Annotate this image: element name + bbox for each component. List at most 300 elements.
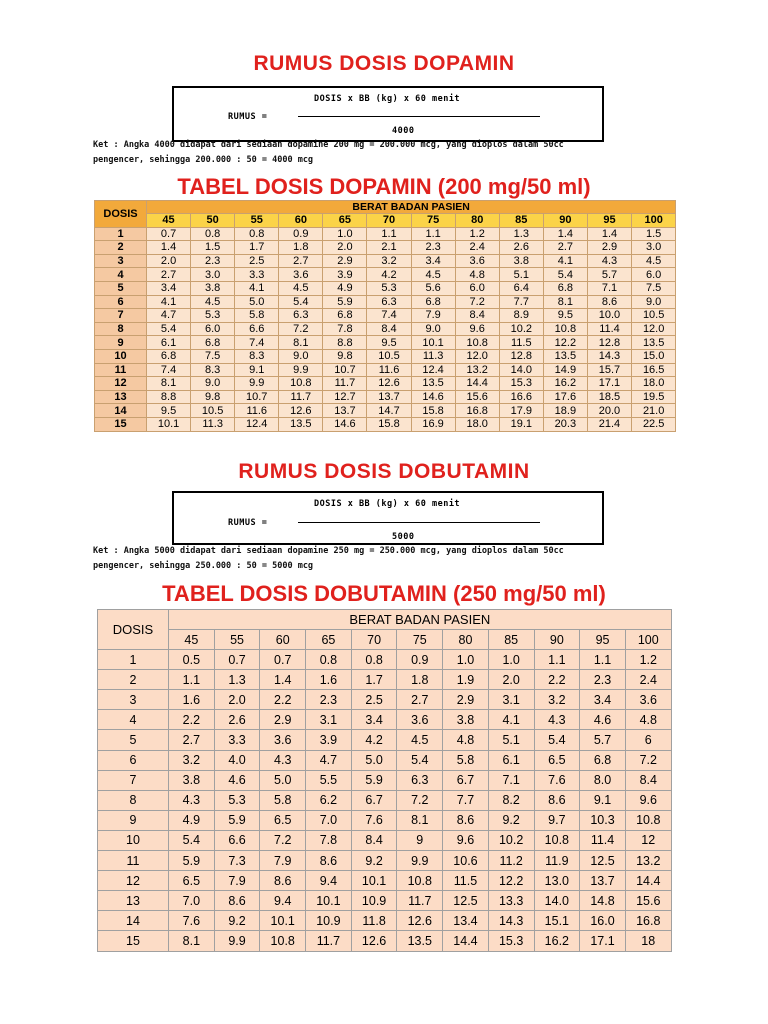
table-cell: 14.4 xyxy=(625,871,671,891)
table-cell: 4.9 xyxy=(169,810,215,830)
table-cell: 4.2 xyxy=(351,730,397,750)
table-cell: 1.1 xyxy=(534,650,580,670)
table-cell: 9.8 xyxy=(323,349,367,363)
table-cell: 3.1 xyxy=(488,690,534,710)
table-cell: 0.8 xyxy=(351,650,397,670)
table-cell: 7.2 xyxy=(455,295,499,309)
table-row xyxy=(98,750,672,770)
table-cell: 16.9 xyxy=(411,417,455,431)
table-row xyxy=(95,227,676,241)
table-cell: 0.8 xyxy=(191,227,235,241)
table-cell: 18 xyxy=(625,931,671,951)
table-cell: 5.0 xyxy=(235,295,279,309)
table-cell: 7.5 xyxy=(191,349,235,363)
table-cell: 2.9 xyxy=(587,241,631,255)
table-cell: 9.2 xyxy=(351,851,397,871)
table-cell: 8.3 xyxy=(191,363,235,377)
table-cell: 15.3 xyxy=(488,931,534,951)
table-cell: 4.5 xyxy=(191,295,235,309)
table-cell: 9.8 xyxy=(191,390,235,404)
table-cell: 7.0 xyxy=(306,810,352,830)
table-cell: 12.2 xyxy=(488,871,534,891)
table-cell: 7.1 xyxy=(587,281,631,295)
table-cell: 4.6 xyxy=(580,710,626,730)
dose-label: 10 xyxy=(98,830,169,850)
table-cell: 5.8 xyxy=(235,309,279,323)
table-cell: 16.8 xyxy=(455,404,499,418)
dobutamin-weight-header: 65 xyxy=(306,630,352,650)
table-cell: 6.8 xyxy=(147,349,191,363)
table-cell: 8.1 xyxy=(169,931,215,951)
table-cell: 9.6 xyxy=(455,322,499,336)
table-cell: 1.3 xyxy=(214,670,260,690)
table-cell: 11.4 xyxy=(580,830,626,850)
table-cell: 2.7 xyxy=(147,268,191,282)
table-cell: 2.3 xyxy=(580,670,626,690)
table-cell: 17.1 xyxy=(580,931,626,951)
table-cell: 19.5 xyxy=(632,390,676,404)
table-cell: 2.6 xyxy=(214,710,260,730)
table-cell: 2.2 xyxy=(534,670,580,690)
table-cell: 1.1 xyxy=(411,227,455,241)
table-cell: 5.4 xyxy=(534,730,580,750)
table-cell: 10.1 xyxy=(411,336,455,350)
table-cell: 1.9 xyxy=(443,670,489,690)
dose-label: 12 xyxy=(95,377,147,391)
table-cell: 7.7 xyxy=(499,295,543,309)
table-cell: 8.1 xyxy=(279,336,323,350)
table-cell: 8.0 xyxy=(580,770,626,790)
table-cell: 18.5 xyxy=(587,390,631,404)
table-cell: 10.3 xyxy=(580,810,626,830)
table-cell: 13.2 xyxy=(625,851,671,871)
table-cell: 12.6 xyxy=(279,404,323,418)
table-row xyxy=(98,891,672,911)
dobutamin-formula-title: RUMUS DOSIS DOBUTAMIN xyxy=(238,460,530,483)
table-cell: 14.7 xyxy=(367,404,411,418)
dose-label: 3 xyxy=(95,254,147,268)
table-cell: 2.6 xyxy=(499,241,543,255)
table-cell: 6.8 xyxy=(580,750,626,770)
dopamin-dose-table xyxy=(94,200,676,432)
table-cell: 11.6 xyxy=(235,404,279,418)
dobutamin-formula-box xyxy=(172,491,604,545)
dose-label: 12 xyxy=(98,871,169,891)
table-cell: 5.4 xyxy=(169,830,215,850)
table-cell: 1.4 xyxy=(587,227,631,241)
table-cell: 3.4 xyxy=(147,281,191,295)
table-cell: 18.0 xyxy=(455,417,499,431)
table-cell: 17.6 xyxy=(543,390,587,404)
table-cell: 8.4 xyxy=(351,830,397,850)
table-cell: 8.1 xyxy=(543,295,587,309)
table-cell: 10.6 xyxy=(443,851,489,871)
table-cell: 7.4 xyxy=(147,363,191,377)
table-cell: 11.3 xyxy=(411,349,455,363)
table-cell: 8.6 xyxy=(443,810,489,830)
table-cell: 2.7 xyxy=(169,730,215,750)
table-cell: 2.3 xyxy=(411,241,455,255)
table-cell: 2.0 xyxy=(323,241,367,255)
table-cell: 3.9 xyxy=(306,730,352,750)
dopamin-formula-label: RUMUS = xyxy=(228,112,268,122)
table-cell: 6.8 xyxy=(543,281,587,295)
dose-label: 1 xyxy=(95,227,147,241)
table-cell: 4.8 xyxy=(625,710,671,730)
dose-label: 13 xyxy=(95,390,147,404)
table-cell: 21.0 xyxy=(632,404,676,418)
dopamin-fraction-line xyxy=(298,116,540,117)
table-cell: 10.7 xyxy=(323,363,367,377)
table-cell: 9.0 xyxy=(279,349,323,363)
table-row xyxy=(95,349,676,363)
table-cell: 12.4 xyxy=(235,417,279,431)
table-cell: 18.0 xyxy=(632,377,676,391)
table-cell: 3.3 xyxy=(214,730,260,750)
dopamin-weight-header: 70 xyxy=(367,214,411,228)
table-cell: 6.5 xyxy=(260,810,306,830)
table-cell: 9.5 xyxy=(543,309,587,323)
table-cell: 6.1 xyxy=(147,336,191,350)
table-cell: 14.3 xyxy=(587,349,631,363)
table-cell: 12.7 xyxy=(323,390,367,404)
table-cell: 15.0 xyxy=(632,349,676,363)
table-cell: 4.8 xyxy=(443,730,489,750)
table-cell: 9.5 xyxy=(367,336,411,350)
table-cell: 3.8 xyxy=(169,770,215,790)
table-row xyxy=(98,871,672,891)
table-cell: 6.8 xyxy=(191,336,235,350)
table-cell: 10.8 xyxy=(455,336,499,350)
table-cell: 6.2 xyxy=(306,790,352,810)
dobutamin-note xyxy=(93,544,693,574)
table-cell: 13.7 xyxy=(580,871,626,891)
table-cell: 2.3 xyxy=(306,690,352,710)
table-cell: 1.0 xyxy=(443,650,489,670)
table-cell: 5.9 xyxy=(351,770,397,790)
table-cell: 11.7 xyxy=(323,377,367,391)
table-cell: 3.2 xyxy=(367,254,411,268)
table-cell: 11.3 xyxy=(191,417,235,431)
table-row xyxy=(95,281,676,295)
table-cell: 5.6 xyxy=(411,281,455,295)
dobutamin-weight-header: 55 xyxy=(214,630,260,650)
table-cell: 9.0 xyxy=(632,295,676,309)
dose-label: 9 xyxy=(95,336,147,350)
table-cell: 10.8 xyxy=(625,810,671,830)
dobutamin-weight-header: 80 xyxy=(443,630,489,650)
table-cell: 4.9 xyxy=(323,281,367,295)
table-row xyxy=(98,790,672,810)
table-cell: 12.2 xyxy=(543,336,587,350)
table-cell: 16.6 xyxy=(499,390,543,404)
table-cell: 7.6 xyxy=(534,770,580,790)
dopamin-weight-header: 45 xyxy=(147,214,191,228)
dobutamin-weight-header: 85 xyxy=(488,630,534,650)
table-cell: 9.0 xyxy=(411,322,455,336)
table-cell: 3.4 xyxy=(411,254,455,268)
table-cell: 2.5 xyxy=(351,690,397,710)
table-cell: 10.0 xyxy=(587,309,631,323)
table-cell: 14.0 xyxy=(499,363,543,377)
dobutamin-weight-header-row xyxy=(98,630,672,650)
table-cell: 11.6 xyxy=(367,363,411,377)
table-cell: 3.0 xyxy=(191,268,235,282)
table-cell: 5.4 xyxy=(279,295,323,309)
table-cell: 14.3 xyxy=(488,911,534,931)
dose-label: 8 xyxy=(95,322,147,336)
dose-label: 13 xyxy=(98,891,169,911)
table-cell: 0.7 xyxy=(147,227,191,241)
table-row xyxy=(95,295,676,309)
dobutamin-weight-header: 100 xyxy=(625,630,671,650)
table-cell: 5.1 xyxy=(499,268,543,282)
table-cell: 9.9 xyxy=(214,931,260,951)
table-cell: 4.5 xyxy=(411,268,455,282)
dopamin-note-line2: pengencer, sehingga 200.000 : 50 = 4000 mcg xyxy=(93,155,314,165)
table-cell: 2.9 xyxy=(443,690,489,710)
table-cell: 6.3 xyxy=(367,295,411,309)
table-cell: 4.3 xyxy=(587,254,631,268)
table-cell: 7.9 xyxy=(411,309,455,323)
table-row xyxy=(95,254,676,268)
table-cell: 15.7 xyxy=(587,363,631,377)
table-cell: 9.1 xyxy=(235,363,279,377)
table-row xyxy=(98,911,672,931)
dobutamin-dosis-header: DOSIS xyxy=(98,610,169,650)
table-cell: 6.3 xyxy=(279,309,323,323)
table-cell: 9.2 xyxy=(488,810,534,830)
table-cell: 10.1 xyxy=(260,911,306,931)
table-cell: 2.9 xyxy=(323,254,367,268)
table-cell: 17.1 xyxy=(587,377,631,391)
table-cell: 1.2 xyxy=(455,227,499,241)
table-cell: 6.3 xyxy=(397,770,443,790)
table-cell: 13.5 xyxy=(397,931,443,951)
dose-label: 6 xyxy=(98,750,169,770)
dose-label: 10 xyxy=(95,349,147,363)
table-cell: 6.0 xyxy=(455,281,499,295)
table-cell: 5.7 xyxy=(587,268,631,282)
table-cell: 10.1 xyxy=(306,891,352,911)
table-cell: 2.7 xyxy=(279,254,323,268)
table-cell: 3.6 xyxy=(260,730,306,750)
table-cell: 1.8 xyxy=(397,670,443,690)
dose-label: 5 xyxy=(98,730,169,750)
dobutamin-weight-header: 70 xyxy=(351,630,397,650)
table-cell: 3.6 xyxy=(397,710,443,730)
dobutamin-weight-header: 95 xyxy=(580,630,626,650)
table-row xyxy=(98,770,672,790)
table-cell: 16.0 xyxy=(580,911,626,931)
dopamin-weight-header-row xyxy=(95,214,676,228)
table-cell: 9.9 xyxy=(397,851,443,871)
table-cell: 13.5 xyxy=(632,336,676,350)
table-row xyxy=(95,322,676,336)
table-cell: 10.8 xyxy=(260,931,306,951)
table-cell: 3.2 xyxy=(169,750,215,770)
table-cell: 13.4 xyxy=(443,911,489,931)
table-cell: 1.2 xyxy=(625,650,671,670)
table-cell: 10.8 xyxy=(534,830,580,850)
table-row xyxy=(95,417,676,431)
dose-label: 15 xyxy=(95,417,147,431)
table-cell: 6.4 xyxy=(499,281,543,295)
table-cell: 0.5 xyxy=(169,650,215,670)
dopamin-weight-header: 60 xyxy=(279,214,323,228)
dopamin-weight-header: 75 xyxy=(411,214,455,228)
table-cell: 4.6 xyxy=(214,770,260,790)
table-cell: 10.5 xyxy=(632,309,676,323)
table-cell: 14.0 xyxy=(534,891,580,911)
table-cell: 6.0 xyxy=(632,268,676,282)
table-cell: 16.5 xyxy=(632,363,676,377)
table-cell: 14.9 xyxy=(543,363,587,377)
table-cell: 12.6 xyxy=(351,931,397,951)
table-cell: 18.9 xyxy=(543,404,587,418)
table-row xyxy=(98,710,672,730)
table-cell: 4.5 xyxy=(279,281,323,295)
table-cell: 3.9 xyxy=(323,268,367,282)
table-cell: 9.4 xyxy=(260,891,306,911)
table-row xyxy=(98,830,672,850)
dose-label: 1 xyxy=(98,650,169,670)
table-cell: 9.1 xyxy=(580,790,626,810)
table-cell: 4.1 xyxy=(543,254,587,268)
table-cell: 13.5 xyxy=(279,417,323,431)
table-cell: 14.6 xyxy=(323,417,367,431)
table-cell: 11.9 xyxy=(534,851,580,871)
table-cell: 10.8 xyxy=(397,871,443,891)
table-row xyxy=(98,650,672,670)
dose-label: 7 xyxy=(98,770,169,790)
table-cell: 5.9 xyxy=(323,295,367,309)
dopamin-table-title: TABEL DOSIS DOPAMIN (200 mg/50 ml) xyxy=(177,174,591,199)
table-cell: 5.5 xyxy=(306,770,352,790)
dobutamin-weight-header: 75 xyxy=(397,630,443,650)
table-cell: 5.8 xyxy=(443,750,489,770)
table-cell: 7.7 xyxy=(443,790,489,810)
table-cell: 7.4 xyxy=(235,336,279,350)
table-cell: 6.7 xyxy=(443,770,489,790)
table-cell: 3.4 xyxy=(351,710,397,730)
table-cell: 6.1 xyxy=(488,750,534,770)
dopamin-weight-header: 85 xyxy=(499,214,543,228)
table-cell: 12.5 xyxy=(580,851,626,871)
dobutamin-formula-denominator: 5000 xyxy=(392,532,415,542)
table-cell: 2.7 xyxy=(397,690,443,710)
table-cell: 10.5 xyxy=(191,404,235,418)
table-cell: 6.0 xyxy=(191,322,235,336)
table-cell: 4.1 xyxy=(147,295,191,309)
table-cell: 9.5 xyxy=(147,404,191,418)
table-row xyxy=(95,363,676,377)
table-cell: 9.9 xyxy=(235,377,279,391)
table-cell: 1.7 xyxy=(351,670,397,690)
table-cell: 11.5 xyxy=(499,336,543,350)
table-cell: 0.9 xyxy=(279,227,323,241)
table-cell: 13.3 xyxy=(488,891,534,911)
table-cell: 8.8 xyxy=(147,390,191,404)
table-cell: 15.8 xyxy=(367,417,411,431)
table-cell: 2.4 xyxy=(455,241,499,255)
table-cell: 8.3 xyxy=(235,349,279,363)
table-cell: 1.8 xyxy=(279,241,323,255)
table-cell: 22.5 xyxy=(632,417,676,431)
table-cell: 2.0 xyxy=(147,254,191,268)
dopamin-weight-header: 80 xyxy=(455,214,499,228)
table-cell: 1.6 xyxy=(306,670,352,690)
table-cell: 15.3 xyxy=(499,377,543,391)
dose-label: 9 xyxy=(98,810,169,830)
dobutamin-table-title: TABEL DOSIS DOBUTAMIN (250 mg/50 ml) xyxy=(162,581,606,606)
table-cell: 6.5 xyxy=(169,871,215,891)
dopamin-dosis-header: DOSIS xyxy=(95,201,147,228)
table-cell: 16.8 xyxy=(625,911,671,931)
table-cell: 4.5 xyxy=(397,730,443,750)
dose-label: 3 xyxy=(98,690,169,710)
table-cell: 8.1 xyxy=(397,810,443,830)
table-cell: 8.8 xyxy=(323,336,367,350)
table-cell: 3.6 xyxy=(455,254,499,268)
dose-label: 7 xyxy=(95,309,147,323)
table-cell: 7.2 xyxy=(260,830,306,850)
table-cell: 12.0 xyxy=(632,322,676,336)
dobutamin-weight-header: 60 xyxy=(260,630,306,650)
dose-label: 8 xyxy=(98,790,169,810)
table-cell: 6 xyxy=(625,730,671,750)
table-row xyxy=(95,309,676,323)
table-cell: 5.8 xyxy=(260,790,306,810)
table-cell: 10.1 xyxy=(147,417,191,431)
table-cell: 13.5 xyxy=(411,377,455,391)
table-row xyxy=(98,851,672,871)
table-cell: 7.0 xyxy=(169,891,215,911)
table-cell: 13.0 xyxy=(534,871,580,891)
table-cell: 6.8 xyxy=(411,295,455,309)
dopamin-weight-header: 55 xyxy=(235,214,279,228)
dopamin-weight-header: 100 xyxy=(632,214,676,228)
table-cell: 1.1 xyxy=(580,650,626,670)
table-cell: 12.8 xyxy=(587,336,631,350)
table-cell: 0.9 xyxy=(397,650,443,670)
table-cell: 8.2 xyxy=(488,790,534,810)
table-cell: 7.6 xyxy=(351,810,397,830)
table-cell: 3.2 xyxy=(534,690,580,710)
table-cell: 7.2 xyxy=(279,322,323,336)
table-cell: 13.7 xyxy=(323,404,367,418)
table-cell: 8.6 xyxy=(260,871,306,891)
table-cell: 10.2 xyxy=(488,830,534,850)
table-cell: 4.7 xyxy=(306,750,352,770)
dose-label: 14 xyxy=(95,404,147,418)
table-cell: 11.8 xyxy=(351,911,397,931)
table-cell: 3.0 xyxy=(632,241,676,255)
dobutamin-note-line2: pengencer, sehingga 250.000 : 50 = 5000 mcg xyxy=(93,561,314,571)
table-cell: 6.6 xyxy=(214,830,260,850)
dose-label: 4 xyxy=(95,268,147,282)
table-cell: 1.4 xyxy=(543,227,587,241)
table-cell: 3.8 xyxy=(191,281,235,295)
table-cell: 1.6 xyxy=(169,690,215,710)
table-cell: 12.6 xyxy=(397,911,443,931)
table-cell: 13.2 xyxy=(455,363,499,377)
table-cell: 4.2 xyxy=(367,268,411,282)
dobutamin-fraction-line xyxy=(298,522,540,523)
table-cell: 5.3 xyxy=(191,309,235,323)
table-cell: 14.6 xyxy=(411,390,455,404)
table-cell: 12.4 xyxy=(411,363,455,377)
